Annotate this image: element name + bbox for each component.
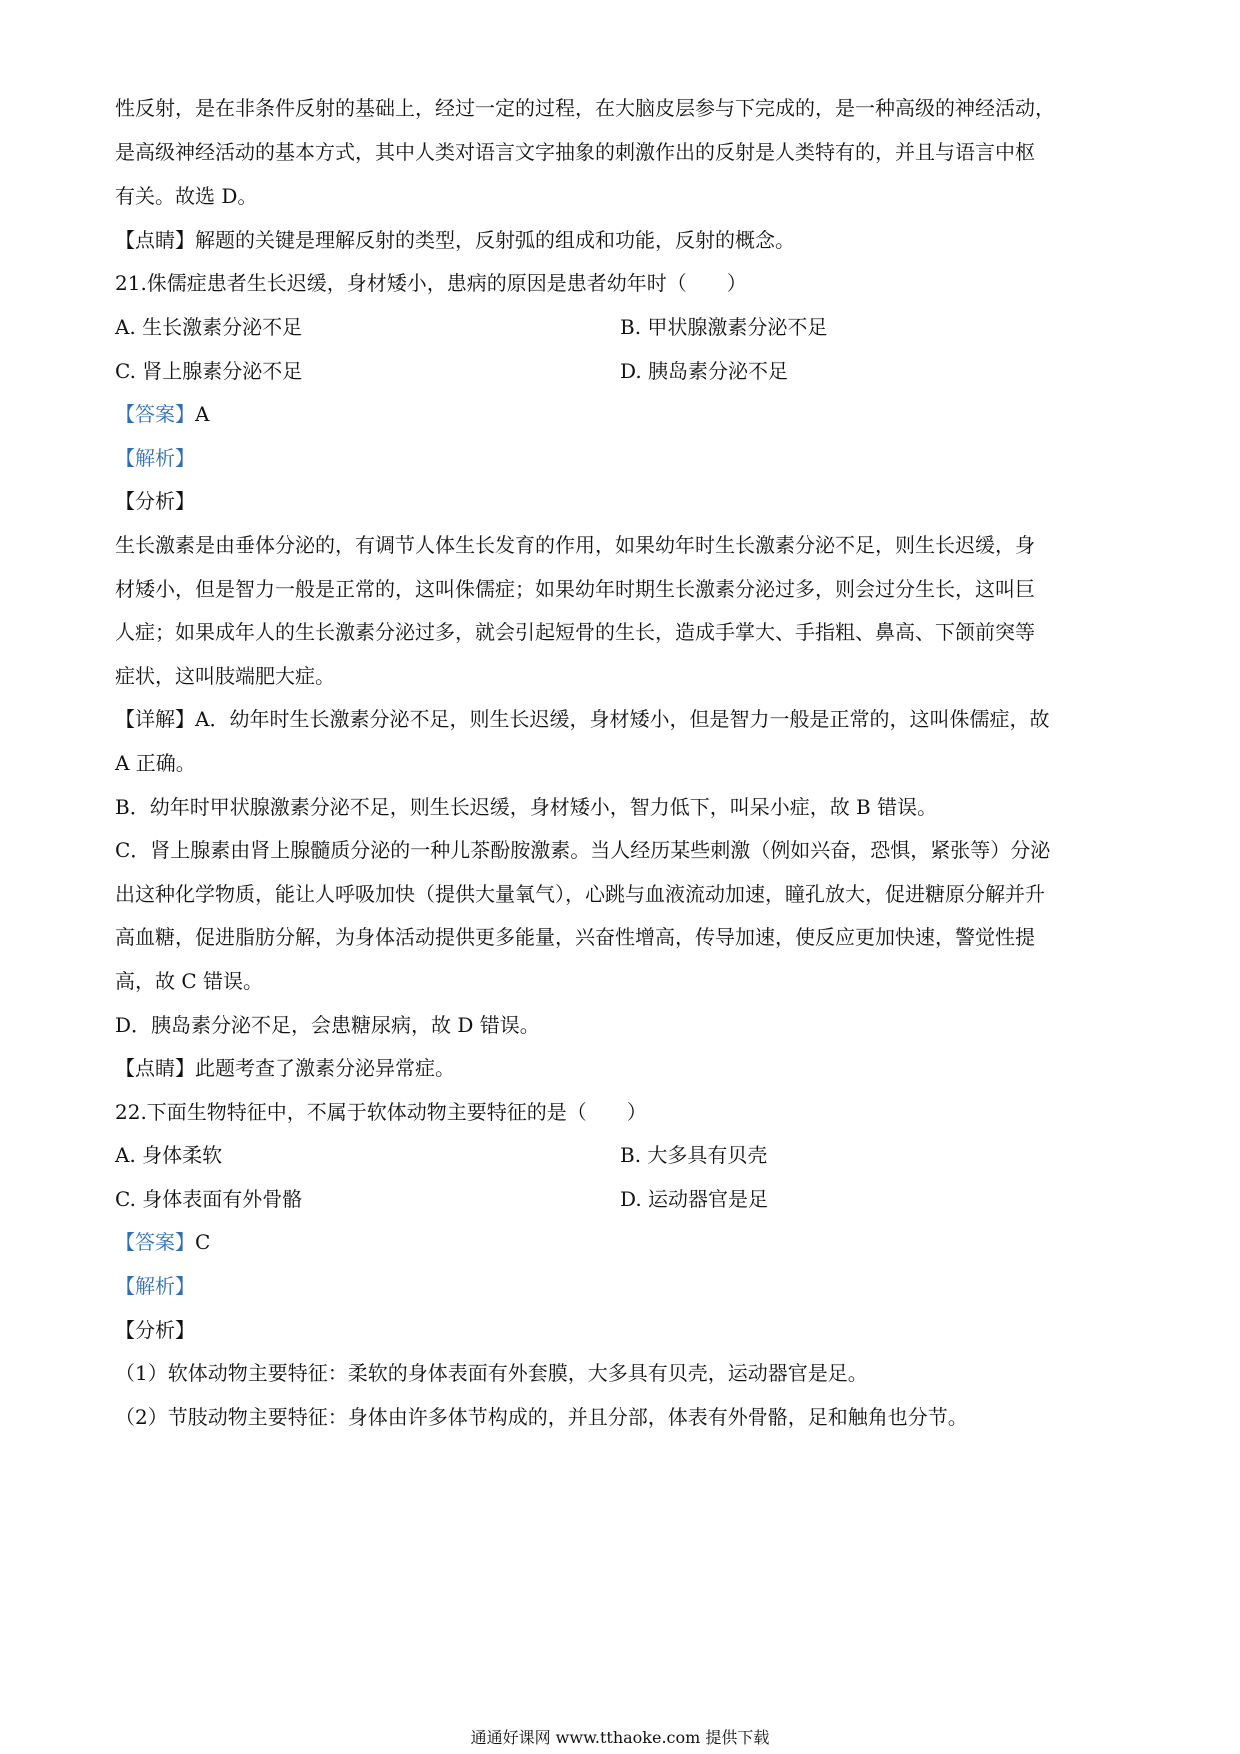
q22-answer-tag: 【答案】 bbox=[115, 1230, 195, 1254]
q21-fenxi-line-2: 材矮小，但是智力一般是正常的，这叫侏儒症；如果幼年时期生长激素分泌过多，则会过分生长，这叫巨 bbox=[115, 577, 1035, 601]
q21-fenxi-tag: 【分析】 bbox=[115, 489, 195, 513]
q21-xiangjie-line-8: D．胰岛素分泌不足，会患糖尿病，故 D 错误。 bbox=[115, 1013, 540, 1037]
q21-fenxi-line-1: 生长激素是由垂体分泌的，有调节人体生长发育的作用，如果幼年时生长激素分泌不足，则生长迟缓，身 bbox=[115, 533, 1035, 557]
q21-xiangjie-line-4: C．肾上腺素由肾上腺髓质分泌的一种儿茶酚胺激素。当人经历某些刺激（例如兴奋，恐惧，紧张等）分泌 bbox=[115, 838, 1051, 862]
q22-fenxi-line-1: （1）软体动物主要特征：柔软的身体表面有外套膜，大多具有贝壳，运动器官是足。 bbox=[115, 1361, 868, 1385]
q22-fenxi-tag: 【分析】 bbox=[115, 1318, 195, 1342]
intro-line-1: 性反射，是在非条件反射的基础上，经过一定的过程，在大脑皮层参与下完成的，是一种高级的神经活动， bbox=[115, 96, 1055, 120]
dianjing-2: 【点睛】此题考查了激素分泌异常症。 bbox=[115, 1056, 455, 1080]
q21-stem: 21.侏儒症患者生长迟缓，身材矮小，患病的原因是患者幼年时（ ） bbox=[115, 271, 747, 295]
q21-xiangjie-line-7: 高，故 C 错误。 bbox=[115, 969, 264, 993]
q21-xiangjie-line-5: 出这种化学物质，能让人呼吸加快（提供大量氧气），心跳与血液流动加速，瞳孔放大，促进糖原分解并升 bbox=[115, 882, 1045, 906]
q22-fenxi-line-2: （2）节肢动物主要特征：身体由许多体节构成的，并且分部，体表有外骨骼，足和触角也分节。 bbox=[115, 1405, 968, 1429]
intro-line-3: 有关。故选 D。 bbox=[115, 184, 258, 208]
q21-option-d: D. 胰岛素分泌不足 bbox=[620, 359, 789, 383]
q21-xiangjie-line-1: 【详解】A．幼年时生长激素分泌不足，则生长迟缓，身材矮小，但是智力一般是正常的，这叫侏儒症，故 bbox=[115, 707, 1050, 731]
q21-xiangjie-line-3: B．幼年时甲状腺激素分泌不足，则生长迟缓，身材矮小，智力低下，叫呆小症，故 B 错误。 bbox=[115, 795, 938, 819]
q22-answer bbox=[115, 1228, 210, 1256]
q21-fenxi-line-4: 症状，这叫肢端肥大症。 bbox=[115, 664, 335, 688]
q21-xiangjie-line-2: A 正确。 bbox=[115, 751, 196, 775]
q22-stem: 22.下面生物特征中，不属于软体动物主要特征的是（ ） bbox=[115, 1100, 647, 1124]
page-footer: 通通好课网 www.tthaoke.com 提供下载 bbox=[470, 1728, 770, 1747]
q21-answer bbox=[115, 400, 209, 428]
q22-jiexi-tag: 【解析】 bbox=[115, 1274, 195, 1298]
q22-option-b: B. 大多具有贝壳 bbox=[620, 1143, 768, 1167]
q22-option-a: A. 身体柔软 bbox=[115, 1143, 223, 1167]
q22-option-c: C. 身体表面有外骨骼 bbox=[115, 1187, 303, 1211]
q21-jiexi-tag: 【解析】 bbox=[115, 446, 195, 470]
q21-option-c: C. 肾上腺素分泌不足 bbox=[115, 359, 303, 383]
q21-answer-tag: 【答案】 bbox=[115, 402, 195, 426]
q21-answer-value: A bbox=[195, 402, 210, 426]
q21-option-b: B. 甲状腺激素分泌不足 bbox=[620, 315, 828, 339]
q22-answer-value: C bbox=[195, 1230, 211, 1254]
intro-line-2: 是高级神经活动的基本方式，其中人类对语言文字抽象的刺激作出的反射是人类特有的，并且与语言中枢 bbox=[115, 140, 1035, 164]
q21-xiangjie-line-6: 高血糖，促进脂肪分解，为身体活动提供更多能量，兴奋性增高，传导加速，使反应更加快速，警觉性提 bbox=[115, 925, 1035, 949]
q21-option-a: A. 生长激素分泌不足 bbox=[115, 315, 303, 339]
q22-option-d: D. 运动器官是足 bbox=[620, 1187, 769, 1211]
dianjing-1: 【点睛】解题的关键是理解反射的类型，反射弧的组成和功能，反射的概念。 bbox=[115, 228, 795, 252]
q21-fenxi-line-3: 人症；如果成年人的生长激素分泌过多，就会引起短骨的生长，造成手掌大、手指粗、鼻高、下颌前突等 bbox=[115, 620, 1035, 644]
